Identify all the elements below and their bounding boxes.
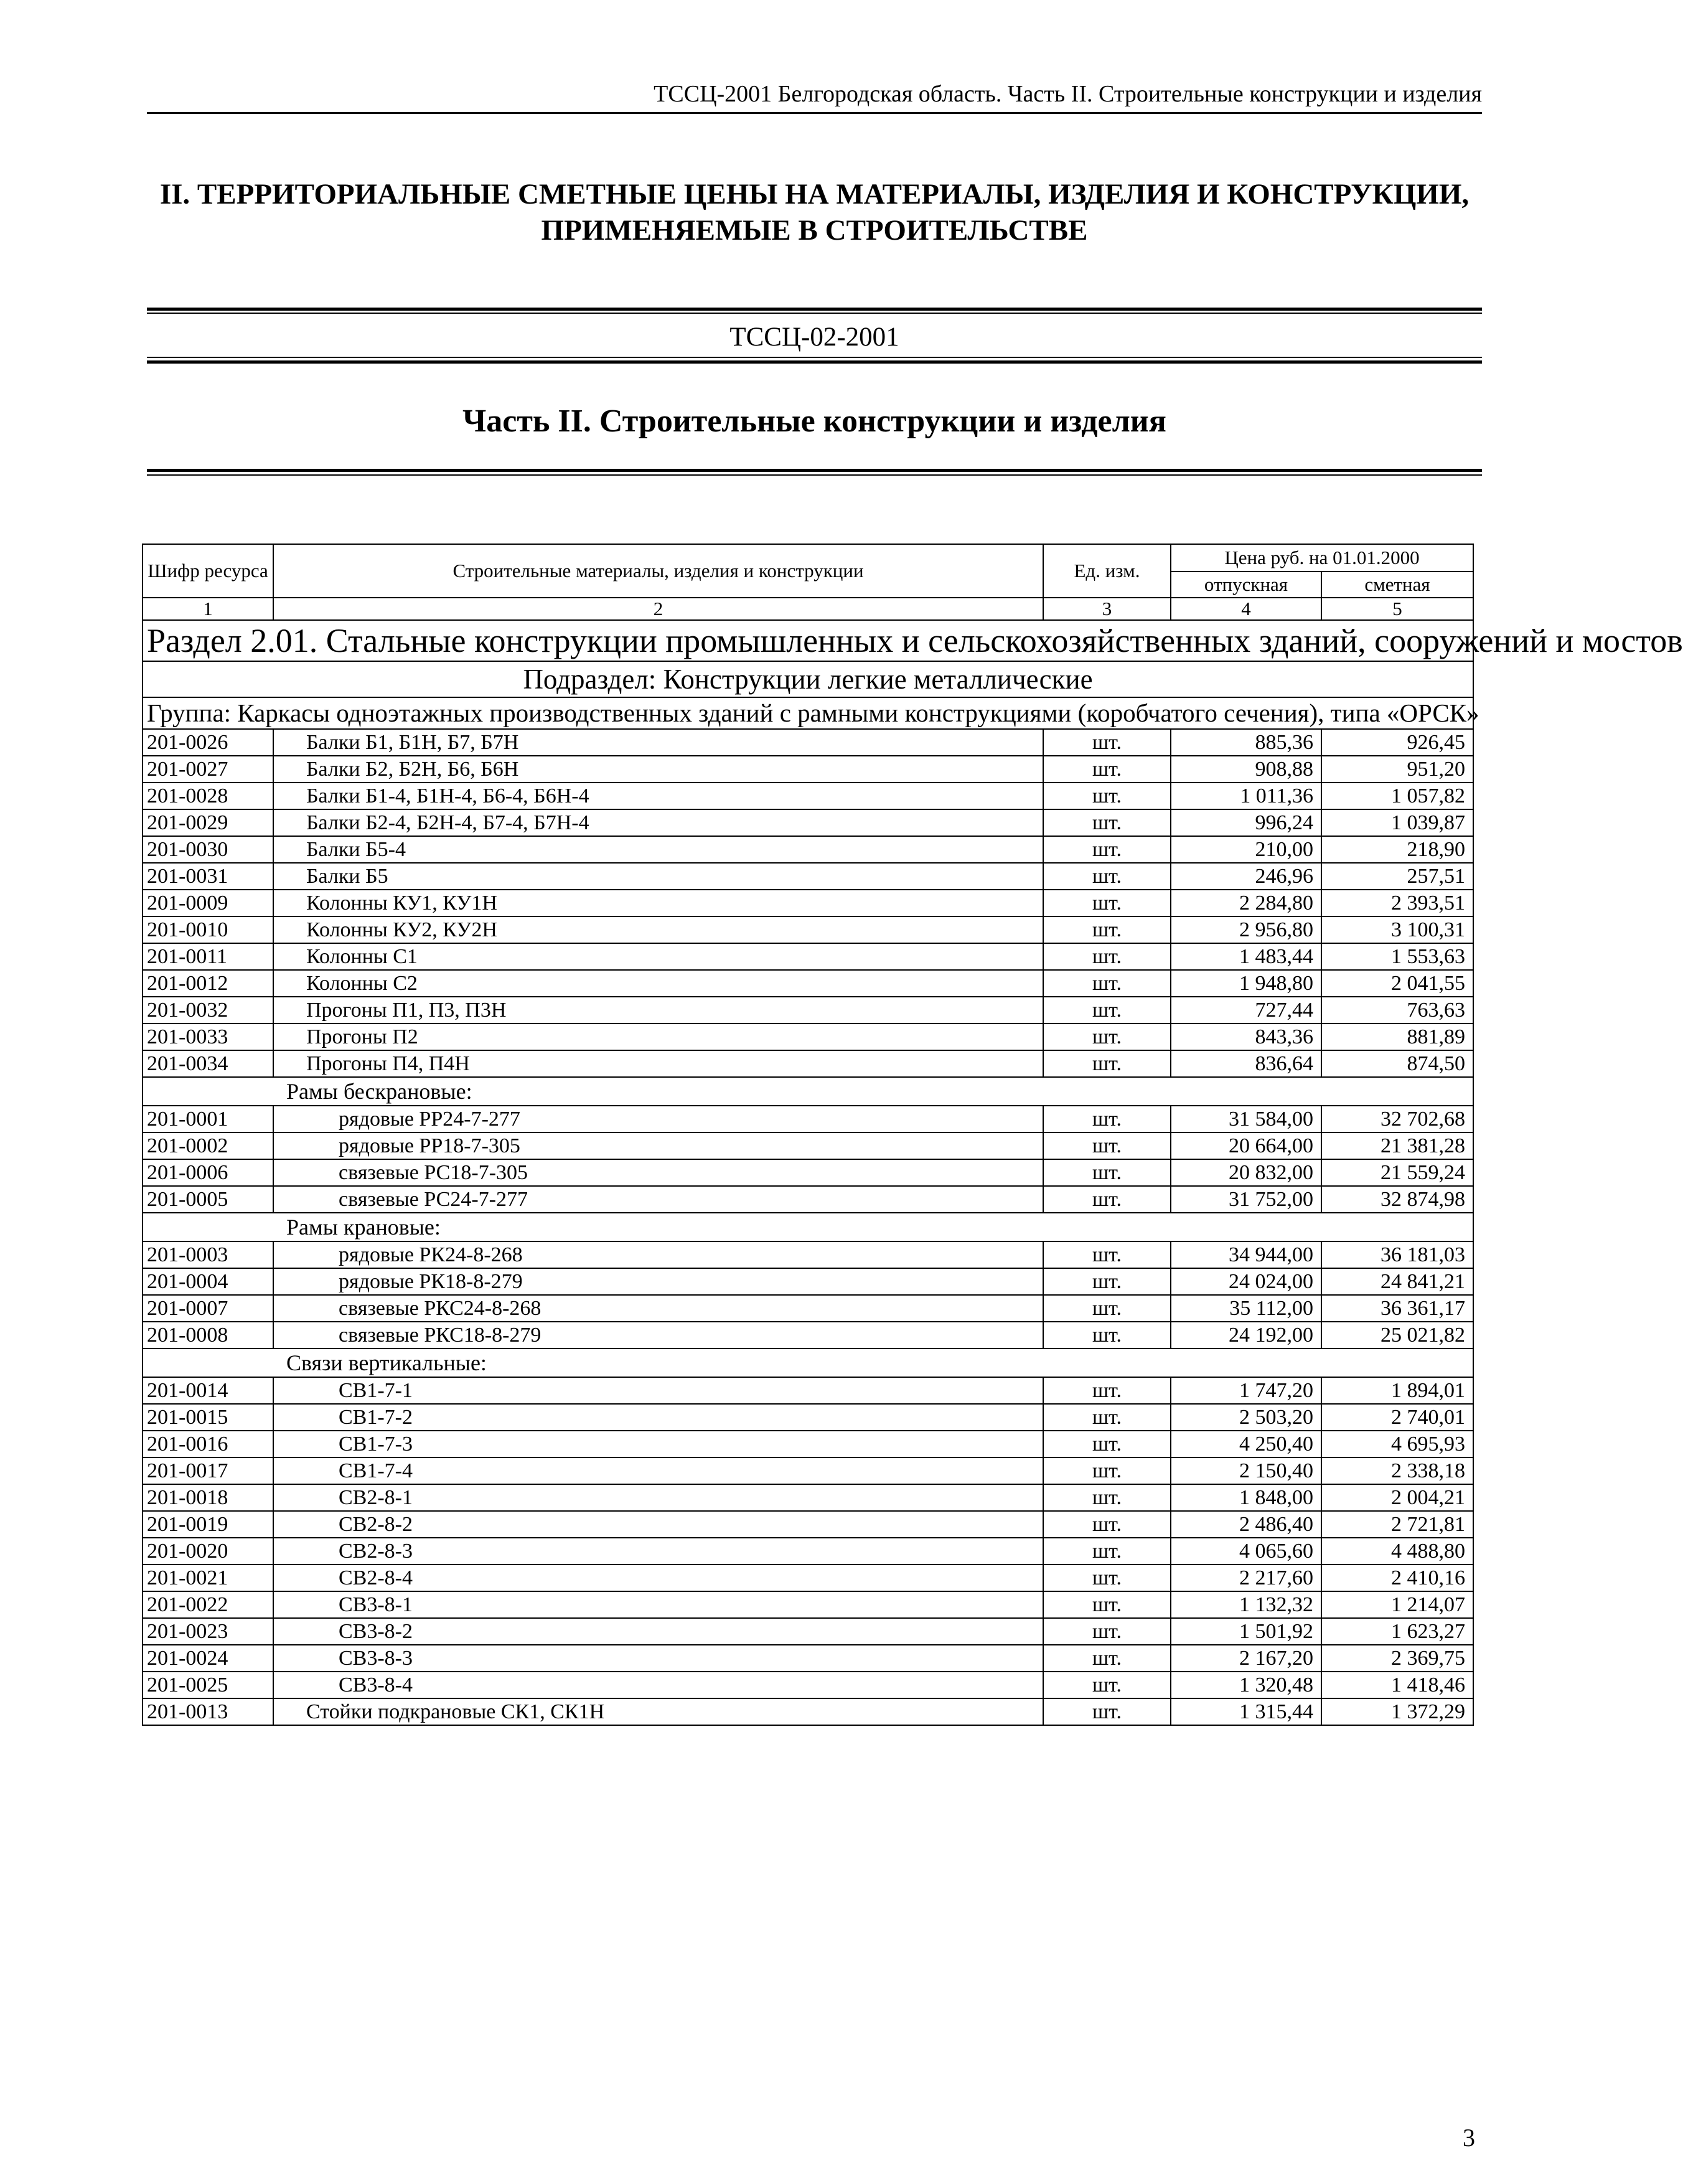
item-name: Балки Б5: [273, 863, 1043, 890]
divider-mid-thin: [147, 357, 1482, 358]
table-row: [143, 1295, 1473, 1322]
resource-code: 201-0030: [143, 836, 273, 863]
price-table: [142, 544, 1683, 1726]
unit: шт.: [1043, 836, 1171, 863]
unit: шт.: [1043, 890, 1171, 916]
table-row: [143, 863, 1473, 890]
table-row: [143, 1241, 1473, 1268]
table-row: [143, 1377, 1473, 1404]
release-price: 31 752,00: [1171, 1186, 1321, 1213]
table-row: [143, 997, 1473, 1024]
resource-code: 201-0003: [143, 1241, 273, 1268]
resource-code: 201-0032: [143, 997, 273, 1024]
unit: шт.: [1043, 1241, 1171, 1268]
subsection-row: [143, 661, 1473, 697]
item-name: Колонны КУ1, КУ1Н: [273, 890, 1043, 916]
unit: шт.: [1043, 1377, 1171, 1404]
resource-code: 201-0029: [143, 809, 273, 836]
estimate-price: 257,51: [1321, 863, 1473, 890]
unit: шт.: [1043, 1618, 1171, 1645]
unit: шт.: [1043, 1565, 1171, 1591]
header-estimate-price: сметная: [1321, 572, 1473, 598]
release-price: 1 320,48: [1171, 1672, 1321, 1698]
header-unit: Ед. изм.: [1043, 544, 1171, 598]
release-price: 210,00: [1171, 836, 1321, 863]
item-name: Колонны КУ2, КУ2Н: [273, 916, 1043, 943]
resource-code: 201-0015: [143, 1404, 273, 1431]
column-numbers-row: [143, 598, 1473, 620]
subsection-title: Подраздел: Конструкции легкие металлические: [143, 661, 1473, 697]
release-price: 843,36: [1171, 1024, 1321, 1050]
resource-code: 201-0005: [143, 1186, 273, 1213]
table-row: [143, 1618, 1473, 1645]
release-price: 1 848,00: [1171, 1484, 1321, 1511]
table-row: [143, 1132, 1473, 1159]
table-row: [143, 916, 1473, 943]
resource-code: 201-0009: [143, 890, 273, 916]
estimate-price: 2 410,16: [1321, 1565, 1473, 1591]
table-row: [143, 1050, 1473, 1077]
item-name: Прогоны П4, П4Н: [273, 1050, 1043, 1077]
table-row: [143, 943, 1473, 970]
estimate-price: 24 841,21: [1321, 1268, 1473, 1295]
release-price: 2 217,60: [1171, 1565, 1321, 1591]
item-name: Балки Б1, Б1Н, Б7, Б7Н: [273, 729, 1043, 756]
resource-code: 201-0033: [143, 1024, 273, 1050]
item-name: СВ1-7-4: [273, 1457, 1043, 1484]
resource-code: 201-0013: [143, 1698, 273, 1725]
subgroup-frames-no-crane: [143, 1077, 1473, 1106]
resource-code: 201-0022: [143, 1591, 273, 1618]
item-name: Прогоны П1, П3, П3Н: [273, 997, 1043, 1024]
unit: шт.: [1043, 970, 1171, 997]
resource-code: 201-0024: [143, 1645, 273, 1672]
item-name: СВ2-8-3: [273, 1538, 1043, 1565]
release-price: 2 284,80: [1171, 890, 1321, 916]
item-name: рядовые РК24-8-268: [273, 1241, 1043, 1268]
unit: шт.: [1043, 1698, 1171, 1725]
unit: шт.: [1043, 1024, 1171, 1050]
resource-code: 201-0034: [143, 1050, 273, 1077]
item-name: СВ1-7-3: [273, 1431, 1043, 1457]
header-release-price: отпускная: [1171, 572, 1321, 598]
release-price: 2 167,20: [1171, 1645, 1321, 1672]
resource-code: 201-0026: [143, 729, 273, 756]
release-price: 31 584,00: [1171, 1106, 1321, 1132]
estimate-price: 3 100,31: [1321, 916, 1473, 943]
release-price: 34 944,00: [1171, 1241, 1321, 1268]
release-price: 20 664,00: [1171, 1132, 1321, 1159]
release-price: 1 747,20: [1171, 1377, 1321, 1404]
estimate-price: 2 740,01: [1321, 1404, 1473, 1431]
subgroup-frames-crane-label: Рамы крановые:: [143, 1213, 1473, 1241]
release-price: 996,24: [1171, 809, 1321, 836]
unit: шт.: [1043, 1268, 1171, 1295]
subgroup-frames-no-crane-label: Рамы бескрановые:: [143, 1077, 1473, 1106]
unit: шт.: [1043, 1538, 1171, 1565]
estimate-price: 2 369,75: [1321, 1645, 1473, 1672]
header-price: Цена руб. на 01.01.2000: [1171, 544, 1473, 572]
item-name: СВ1-7-2: [273, 1404, 1043, 1431]
estimate-price: 1 214,07: [1321, 1591, 1473, 1618]
subgroup-vertical-ties-label: Связи вертикальные:: [143, 1349, 1473, 1377]
resource-code: 201-0011: [143, 943, 273, 970]
item-name: СВ1-7-1: [273, 1377, 1043, 1404]
part-title: Часть II. Строительные конструкции и изделия: [462, 403, 1166, 439]
release-price: 1 948,80: [1171, 970, 1321, 997]
estimate-price: 2 338,18: [1321, 1457, 1473, 1484]
table-row: [143, 809, 1473, 836]
unit: шт.: [1043, 1431, 1171, 1457]
unit: шт.: [1043, 916, 1171, 943]
item-name: СВ2-8-4: [273, 1565, 1043, 1591]
release-price: 1 483,44: [1171, 943, 1321, 970]
estimate-price: 1 623,27: [1321, 1618, 1473, 1645]
table-row: [143, 1484, 1473, 1511]
estimate-price: 763,63: [1321, 997, 1473, 1024]
estimate-price: 1 418,46: [1321, 1672, 1473, 1698]
resource-code: 201-0028: [143, 783, 273, 809]
item-name: связевые РКС24-8-268: [273, 1295, 1043, 1322]
release-price: 1 501,92: [1171, 1618, 1321, 1645]
table-row: [143, 1404, 1473, 1431]
resource-code: 201-0027: [143, 756, 273, 783]
resource-code: 201-0025: [143, 1672, 273, 1698]
estimate-price: 874,50: [1321, 1050, 1473, 1077]
table-row: [143, 1322, 1473, 1349]
resource-code: 201-0008: [143, 1322, 273, 1349]
release-price: 2 503,20: [1171, 1404, 1321, 1431]
unit: шт.: [1043, 863, 1171, 890]
unit: шт.: [1043, 1404, 1171, 1431]
page-number: 3: [1463, 2124, 1475, 2152]
table-row: [143, 890, 1473, 916]
item-name: Балки Б5-4: [273, 836, 1043, 863]
divider-mid: [147, 360, 1482, 364]
divider-top-thin: [147, 313, 1482, 314]
estimate-price: 951,20: [1321, 756, 1473, 783]
release-price: 836,64: [1171, 1050, 1321, 1077]
resource-code: 201-0002: [143, 1132, 273, 1159]
resource-code: 201-0023: [143, 1618, 273, 1645]
main-title: II. ТЕРРИТОРИАЛЬНЫЕ СМЕТНЫЕ ЦЕНЫ НА МАТЕРИАЛЫ, ИЗДЕЛИЯ И КОНСТРУКЦИИ, ПРИМЕНЯЕМЫЕ В СТРОИТЕЛЬСТВЕ: [159, 178, 1470, 247]
table-row: [143, 1457, 1473, 1484]
estimate-price: 926,45: [1321, 729, 1473, 756]
unit: шт.: [1043, 1322, 1171, 1349]
release-price: 1 315,44: [1171, 1698, 1321, 1725]
item-name: Балки Б1-4, Б1Н-4, Б6-4, Б6Н-4: [273, 783, 1043, 809]
table-row: [143, 1672, 1473, 1698]
subgroup-vertical-ties: [143, 1349, 1473, 1377]
estimate-price: 21 381,28: [1321, 1132, 1473, 1159]
release-price: 35 112,00: [1171, 1295, 1321, 1322]
unit: шт.: [1043, 1050, 1171, 1077]
resource-code: 201-0006: [143, 1159, 273, 1186]
estimate-price: 36 181,03: [1321, 1241, 1473, 1268]
header-name: Строительные материалы, изделия и конструкции: [273, 544, 1043, 598]
release-price: 4 250,40: [1171, 1431, 1321, 1457]
release-price: 2 486,40: [1171, 1511, 1321, 1538]
doc-code: ТССЦ-02-2001: [729, 322, 899, 352]
header-code: Шифр ресурса: [143, 544, 273, 598]
divider-top: [147, 308, 1482, 311]
group-title: Группа: Каркасы одноэтажных производственных зданий с рамными конструкциями (коробчатого сечения), типа «ОРСК»: [143, 697, 1473, 729]
release-price: 727,44: [1171, 997, 1321, 1024]
item-name: рядовые РК18-8-279: [273, 1268, 1043, 1295]
item-name: связевые РС24-7-277: [273, 1186, 1043, 1213]
unit: шт.: [1043, 756, 1171, 783]
unit: шт.: [1043, 729, 1171, 756]
table-row: [143, 1645, 1473, 1672]
header-rule: [147, 112, 1482, 114]
estimate-price: 36 361,17: [1321, 1295, 1473, 1322]
item-name: Балки Б2-4, Б2Н-4, Б7-4, Б7Н-4: [273, 809, 1043, 836]
resource-code: 201-0021: [143, 1565, 273, 1591]
group-row: [143, 697, 1473, 729]
release-price: 908,88: [1171, 756, 1321, 783]
estimate-price: 32 874,98: [1321, 1186, 1473, 1213]
table-row: [143, 783, 1473, 809]
column-number: 3: [1043, 598, 1171, 620]
unit: шт.: [1043, 1511, 1171, 1538]
unit: шт.: [1043, 1457, 1171, 1484]
estimate-price: 1 372,29: [1321, 1698, 1473, 1725]
unit: шт.: [1043, 1186, 1171, 1213]
item-name: СВ3-8-1: [273, 1591, 1043, 1618]
column-number: 1: [143, 598, 273, 620]
unit: шт.: [1043, 997, 1171, 1024]
item-name: СВ2-8-2: [273, 1511, 1043, 1538]
item-name: связевые РС18-7-305: [273, 1159, 1043, 1186]
item-name: Колонны С1: [273, 943, 1043, 970]
release-price: 20 832,00: [1171, 1159, 1321, 1186]
estimate-price: 2 041,55: [1321, 970, 1473, 997]
resource-code: 201-0007: [143, 1295, 273, 1322]
estimate-price: 1 039,87: [1321, 809, 1473, 836]
divider-bottom: [147, 469, 1482, 472]
unit: шт.: [1043, 809, 1171, 836]
resource-code: 201-0010: [143, 916, 273, 943]
item-name: рядовые РР24-7-277: [273, 1106, 1043, 1132]
item-name: СВ3-8-3: [273, 1645, 1043, 1672]
table-row: [143, 1268, 1473, 1295]
column-number: 2: [273, 598, 1043, 620]
release-price: 2 956,80: [1171, 916, 1321, 943]
item-name: СВ3-8-2: [273, 1618, 1043, 1645]
release-price: 4 065,60: [1171, 1538, 1321, 1565]
table-row: [143, 1106, 1473, 1132]
estimate-price: 2 004,21: [1321, 1484, 1473, 1511]
estimate-price: 218,90: [1321, 836, 1473, 863]
unit: шт.: [1043, 1672, 1171, 1698]
item-name: СВ3-8-4: [273, 1672, 1043, 1698]
column-number: 5: [1321, 598, 1473, 620]
resource-code: 201-0031: [143, 863, 273, 890]
item-name: Прогоны П2: [273, 1024, 1043, 1050]
item-name: рядовые РР18-7-305: [273, 1132, 1043, 1159]
resource-code: 201-0001: [143, 1106, 273, 1132]
estimate-price: 2 721,81: [1321, 1511, 1473, 1538]
estimate-price: 25 021,82: [1321, 1322, 1473, 1349]
release-price: 1 011,36: [1171, 783, 1321, 809]
release-price: 1 132,32: [1171, 1591, 1321, 1618]
estimate-price: 21 559,24: [1321, 1159, 1473, 1186]
unit: шт.: [1043, 1159, 1171, 1186]
resource-code: 201-0019: [143, 1511, 273, 1538]
estimate-price: 4 488,80: [1321, 1538, 1473, 1565]
unit: шт.: [1043, 943, 1171, 970]
release-price: 24 192,00: [1171, 1322, 1321, 1349]
unit: шт.: [1043, 783, 1171, 809]
resource-code: 201-0016: [143, 1431, 273, 1457]
table-row: [143, 1431, 1473, 1457]
estimate-price: 4 695,93: [1321, 1431, 1473, 1457]
estimate-price: 1 553,63: [1321, 943, 1473, 970]
unit: шт.: [1043, 1591, 1171, 1618]
section-row: [143, 620, 1473, 661]
resource-code: 201-0020: [143, 1538, 273, 1565]
resource-code: 201-0012: [143, 970, 273, 997]
table-row: [143, 1511, 1473, 1538]
unit: шт.: [1043, 1106, 1171, 1132]
release-price: 885,36: [1171, 729, 1321, 756]
column-number: 4: [1171, 598, 1321, 620]
table-row: [143, 729, 1473, 756]
item-name: СВ2-8-1: [273, 1484, 1043, 1511]
table-row: [143, 1186, 1473, 1213]
item-name: Балки Б2, Б2Н, Б6, Б6Н: [273, 756, 1043, 783]
section-title: Раздел 2.01. Стальные конструкции промышленных и сельскохозяйственных зданий, сооружений и мостов: [143, 620, 1473, 661]
table-row: [143, 970, 1473, 997]
item-name: Стойки подкрановые СК1, СК1Н: [273, 1698, 1043, 1725]
unit: шт.: [1043, 1484, 1171, 1511]
table-header-row: [143, 544, 1473, 572]
subgroup-frames-crane: [143, 1213, 1473, 1241]
table-row: [143, 756, 1473, 783]
resource-code: 201-0004: [143, 1268, 273, 1295]
estimate-price: 881,89: [1321, 1024, 1473, 1050]
table-row: [143, 836, 1473, 863]
running-header: ТССЦ-2001 Белгородская область. Часть II. Строительные конструкции и изделия: [654, 81, 1482, 107]
item-name: Колонны С2: [273, 970, 1043, 997]
table-row: [143, 1024, 1473, 1050]
release-price: 2 150,40: [1171, 1457, 1321, 1484]
estimate-price: 32 702,68: [1321, 1106, 1473, 1132]
table-row: [143, 1698, 1473, 1725]
item-name: связевые РКС18-8-279: [273, 1322, 1043, 1349]
unit: шт.: [1043, 1132, 1171, 1159]
unit: шт.: [1043, 1295, 1171, 1322]
release-price: 246,96: [1171, 863, 1321, 890]
table-row: [143, 1591, 1473, 1618]
estimate-price: 1 894,01: [1321, 1377, 1473, 1404]
divider-bottom-thin: [147, 474, 1482, 476]
table-row: [143, 1159, 1473, 1186]
table-row: [143, 1538, 1473, 1565]
release-price: 24 024,00: [1171, 1268, 1321, 1295]
resource-code: 201-0018: [143, 1484, 273, 1511]
estimate-price: 1 057,82: [1321, 783, 1473, 809]
resource-code: 201-0014: [143, 1377, 273, 1404]
unit: шт.: [1043, 1645, 1171, 1672]
resource-code: 201-0017: [143, 1457, 273, 1484]
estimate-price: 2 393,51: [1321, 890, 1473, 916]
table-row: [143, 1565, 1473, 1591]
